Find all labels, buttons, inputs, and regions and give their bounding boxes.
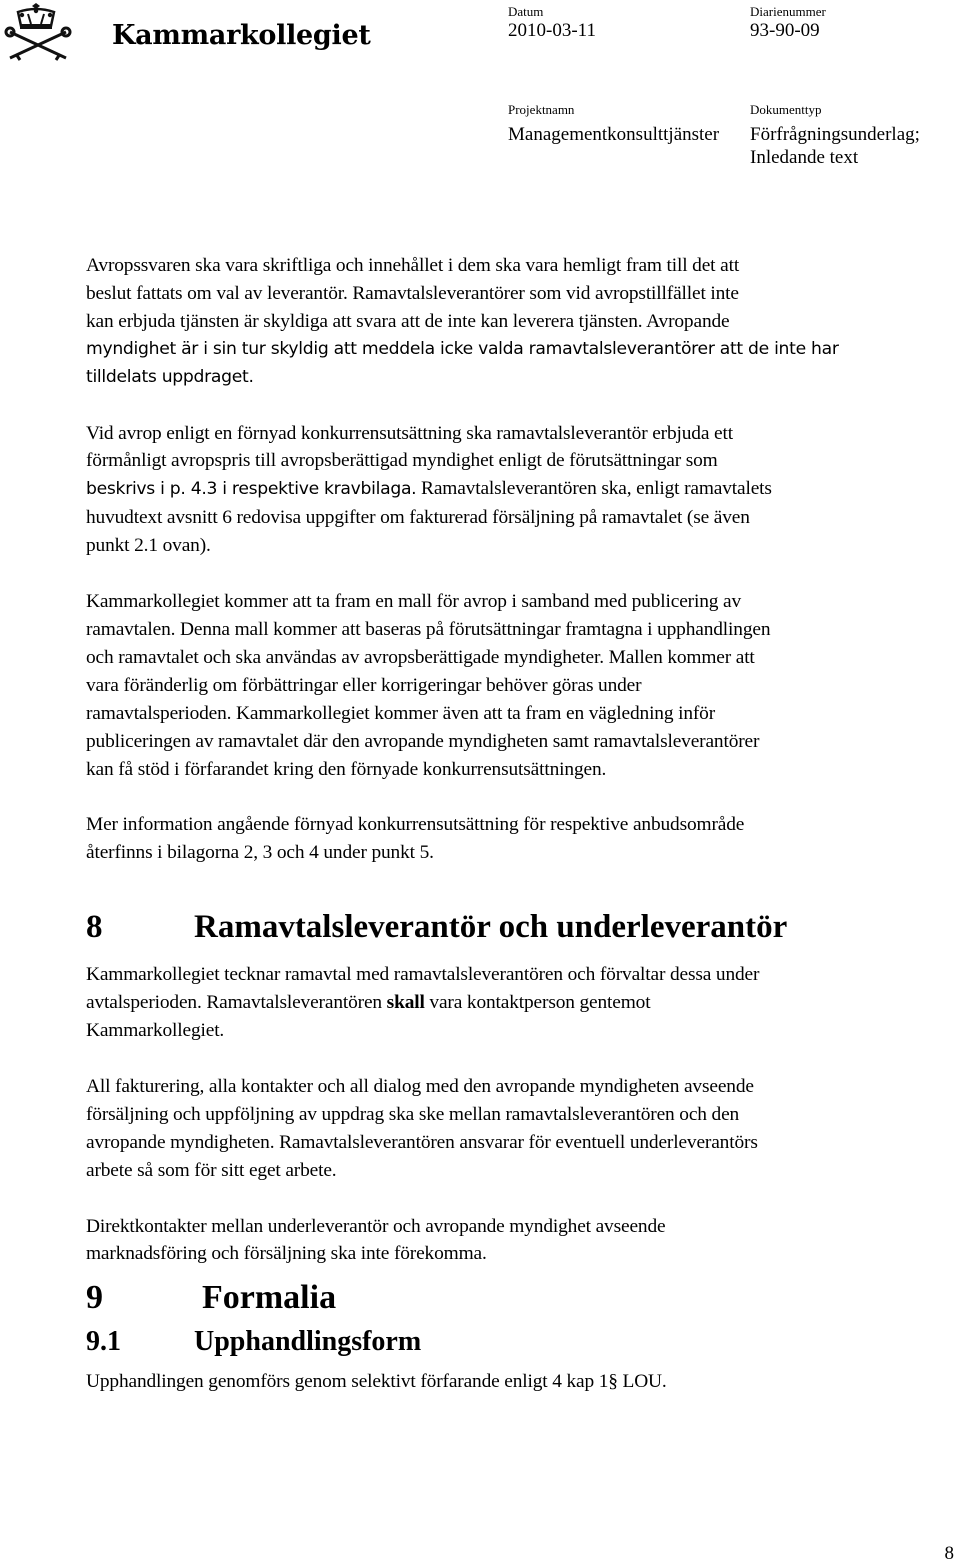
text-line: Avropssvaren ska vara skriftliga och innehållet i dem ska vara hemligt fram till det att (86, 255, 740, 276)
paragraph-avropssvar (86, 252, 958, 392)
text-line: Kammarkollegiet kommer att ta fram en mall för avrop i samband med publicering av (86, 591, 741, 613)
text-line: förmånligt avropspris till avropsberättigad myndighet enligt de förutsättningar som (86, 450, 718, 472)
text-line: försäljning och uppföljning av uppdrag ska ske mellan ramavtalsleverantören och den (86, 1103, 740, 1125)
section-title: Formalia (202, 1279, 337, 1317)
document-body (86, 252, 958, 1396)
text-line: publiceringen av ramavtalet där den avropande myndigheten samt ramavtalsleverantörer (86, 730, 760, 752)
text-line: Kammarkollegiet. (86, 1020, 225, 1042)
emphasis-skall: skall (386, 992, 425, 1014)
datum-label: Datum (508, 4, 544, 19)
paragraph-ramavtal (86, 961, 958, 1045)
text-line: myndighet är i sin tur skyldig att meddela icke valda ramavtalsleverantörer att de inte har (86, 338, 839, 359)
text-line: Vid avrop enligt en förnyad konkurrensutsättning ska ramavtalsleverantör erbjuda ett (86, 422, 733, 444)
paragraph-upphandlingsform (86, 1368, 958, 1396)
kammarkollegiet-logo (4, 2, 371, 62)
text-line: och ramavtalet och ska användas av avropsberättigade myndigheter. Mallen kommer att (86, 646, 755, 668)
paragraph-direktkontakter (86, 1213, 958, 1269)
section-title: Ramavtalsleverantör och underleverantör (194, 909, 788, 946)
section-heading-9-1 (86, 1324, 958, 1360)
text-line: Kammarkollegiet tecknar ramavtal med ramavtalsleverantören och förvaltar dessa under (86, 964, 760, 986)
text-line: ramavtalsperioden. Kammarkollegiet kommer även att ta fram en vägledning inför (86, 702, 716, 724)
text-span: kan erbjuda tjänsten är skyldiga att svara att de inte kan leverera tjänsten. (86, 310, 643, 332)
text-line: All fakturering, alla kontakter och all dialog med den avropande myndigheten avseende (86, 1075, 754, 1097)
text-line: Upphandlingen genomförs genom selektivt förfarande enligt 4 kap 1§ LOU. (86, 1371, 667, 1393)
text-span: beskrivs i p. 4.3 i respektive kravbilaga. (86, 479, 417, 500)
logo-wordmark: Kammarkollegiet (112, 20, 371, 51)
text-line: kan få stöd i förfarandet kring den förnyade konkurrensutsättningen. (86, 758, 607, 780)
text-span: avtalsperioden. Ramavtalsleverantören (86, 992, 387, 1014)
text-line: Direktkontakter mellan underleverantör och avropande myndighet avseende (86, 1215, 666, 1237)
text-line (86, 308, 958, 336)
text-span: Ramavtalsleverantören ska, enligt ramavtalets (421, 478, 772, 500)
diarienummer-label: Diarienummer (750, 4, 826, 19)
text-span: vara kontaktperson gentemot (424, 992, 651, 1014)
paragraph-mer-information (86, 811, 958, 867)
text-line: Mer information angående förnyad konkurrensutsättning för respektive anbudsområde (86, 814, 745, 836)
text-line (86, 989, 958, 1017)
section-heading-8 (86, 907, 958, 947)
dokumenttyp-value-line2: Inledande text (750, 147, 859, 168)
dokumenttyp-value-line1: Förfrågningsunderlag; (750, 124, 920, 145)
section-number: 9.1 (86, 1326, 121, 1358)
text-line (86, 475, 958, 504)
section-number: 8 (86, 909, 103, 946)
text-line: marknadsföring och försäljning ska inte förekomma. (86, 1243, 487, 1265)
datum-value: 2010-03-11 (508, 20, 596, 41)
paragraph-fornyad-konkurrens (86, 420, 958, 561)
text-span: Avropande (646, 310, 730, 332)
section-title: Upphandlingsform (194, 1326, 422, 1358)
projektnamn-label: Projektnamn (508, 102, 575, 117)
diarienummer-value: 93-90-09 (750, 20, 820, 41)
text-line: beslut fattats om val av leverantör. Ramavtalsleverantörer som vid avropstillfället inte (86, 282, 739, 304)
text-line: tilldelats uppdraget. (86, 366, 254, 387)
text-line: punkt 2.1 ovan). (86, 535, 211, 557)
text-line: ramavtalen. Denna mall kommer att baseras på förutsättningar framtagna i upphandlingen (86, 618, 771, 640)
crown-and-keys-icon (4, 2, 108, 62)
page-number: 8 (944, 1543, 954, 1564)
paragraph-fakturering (86, 1073, 958, 1185)
projektnamn-value: Managementkonsulttjänster (508, 124, 720, 145)
section-heading-9 (86, 1278, 958, 1318)
text-line: vara föränderlig om förbättringar eller korrigeringar behöver göras under (86, 674, 642, 696)
dokumenttyp-label: Dokumenttyp (750, 102, 822, 117)
paragraph-mall (86, 588, 958, 783)
text-line: arbete så som för sitt eget arbete. (86, 1159, 337, 1181)
text-line: huvudtext avsnitt 6 redovisa uppgifter om fakturerad försäljning på ramavtalet (se även (86, 507, 750, 529)
text-line: återfinns i bilagorna 2, 3 och 4 under punkt 5. (86, 842, 434, 864)
section-number: 9 (86, 1279, 103, 1317)
text-line: avropande myndigheten. Ramavtalsleverantören ansvarar för eventuell underleverantörs (86, 1131, 758, 1153)
